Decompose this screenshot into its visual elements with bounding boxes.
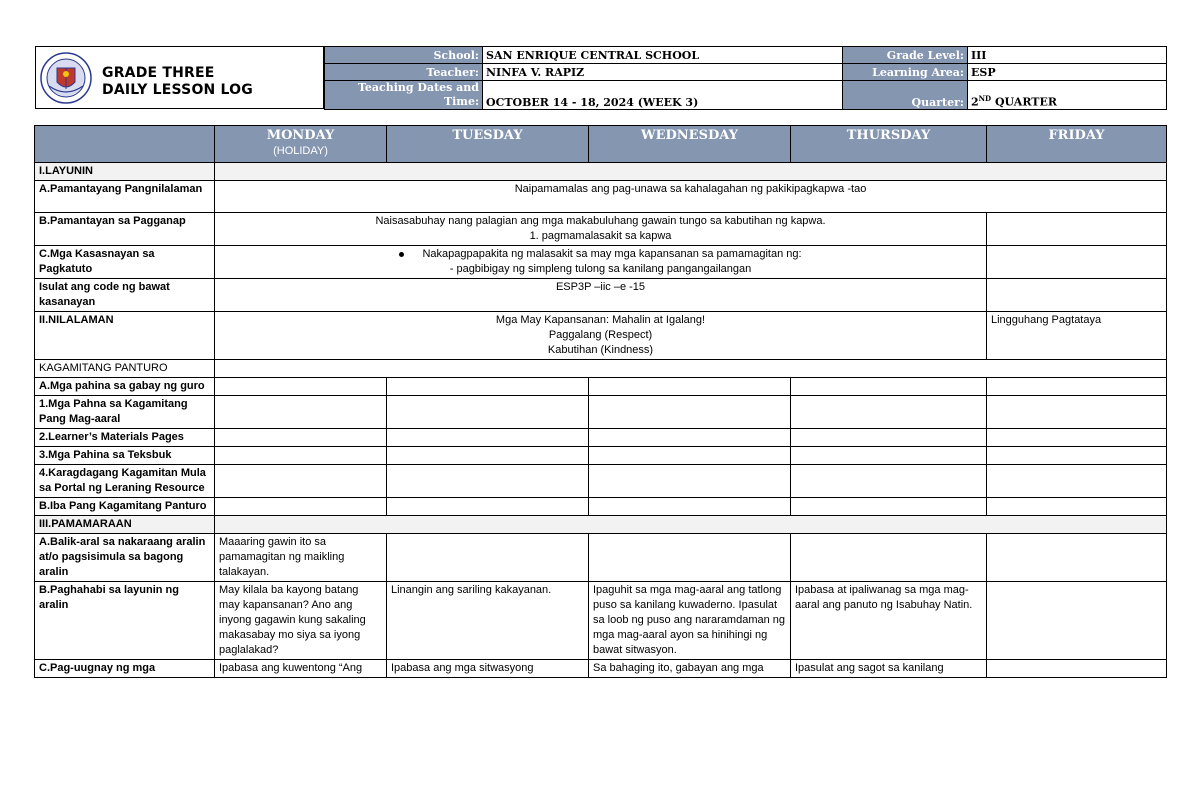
empty-cell <box>987 534 1167 582</box>
bullet-icon <box>399 252 404 257</box>
table-row <box>35 312 1167 360</box>
table-row <box>35 429 1167 447</box>
empty-cell <box>589 498 791 516</box>
row-label-teksbuk: 3.Mga Pahina sa Teksbuk <box>35 447 215 465</box>
section-row-kagamitan <box>35 360 1167 378</box>
empty-cell <box>589 465 791 498</box>
empty-cell <box>387 429 589 447</box>
pamantayang-pangnilalaman-value: Naipamamalas ang pag-unawa sa kahalagahan ng pakikipagkapwa -tao <box>215 181 1167 213</box>
paghahabi-monday: May kilala ba kayong batang may kapansanan? Ano ang inyong gagawin kung sakaling makasabay mo siya sa iyong paglalakad? <box>215 582 387 660</box>
section-label-layunin: I.LAYUNIN <box>35 163 215 181</box>
empty-cell <box>215 378 387 396</box>
section-fill <box>215 516 1167 534</box>
row-label-pag-uugnay: C.Pag-uugnay ng mga <box>35 660 215 678</box>
empty-cell <box>791 378 987 396</box>
monday-holiday-note: (HOLIDAY) <box>273 145 328 157</box>
deped-seal-icon <box>40 52 92 104</box>
empty-cell <box>987 429 1167 447</box>
row-label-pamantayang-pangnilalaman: A.Pamantayang Pangnilalaman <box>35 181 215 213</box>
pagganap-line2: 1. pagmamalasakit sa kapwa <box>529 230 672 242</box>
day-header-wednesday: WEDNESDAY <box>589 126 791 163</box>
day-header-thursday: THURSDAY <box>791 126 987 163</box>
table-row <box>35 246 1167 279</box>
quarter-suffix: ND <box>978 94 992 104</box>
empty-cell <box>589 429 791 447</box>
row-label-code: Isulat ang code ng bawat kasanayan <box>35 279 215 312</box>
table-row <box>35 447 1167 465</box>
learning-area-label: Learning Area: <box>843 64 968 81</box>
pamantayan-pagganap-value <box>215 213 987 246</box>
empty-cell <box>987 582 1167 660</box>
empty-cell <box>791 396 987 429</box>
row-label-nilalaman: II.NILALAMAN <box>35 312 215 360</box>
empty-cell <box>791 534 987 582</box>
grade-level-value: III <box>968 47 1167 64</box>
empty-cell <box>987 246 1167 279</box>
table-row <box>35 660 1167 678</box>
section-row-pamamaraan <box>35 516 1167 534</box>
page-title-line2: DAILY LESSON LOG <box>102 82 253 98</box>
empty-cell <box>215 447 387 465</box>
teaching-dates-label-line2: Time: <box>443 95 479 108</box>
empty-cell <box>215 498 387 516</box>
learning-area-value: ESP <box>968 64 1167 81</box>
empty-cell <box>987 396 1167 429</box>
grade-level-label: Grade Level: <box>843 47 968 64</box>
table-row <box>35 396 1167 429</box>
paghahabi-thursday: Ipabasa at ipaliwanag sa mga mag-aaral ang panuto ng Isabuhay Natin. <box>791 582 987 660</box>
teaching-dates-value: OCTOBER 14 - 18, 2024 (WEEK 3) <box>483 81 843 110</box>
nilalaman-value <box>215 312 987 360</box>
row-label-karagdagang: 4.Karagdagang Kagamitan Mula sa Portal ng Leraning Resource <box>35 465 215 498</box>
table-row <box>35 378 1167 396</box>
empty-cell <box>387 447 589 465</box>
quarter-text: QUARTER <box>991 96 1057 109</box>
day-header-row <box>35 126 1167 163</box>
pag-uugnay-tuesday: Ipabasa ang mga sitwasyong <box>387 660 589 678</box>
empty-cell <box>987 447 1167 465</box>
empty-cell <box>589 378 791 396</box>
empty-cell <box>791 498 987 516</box>
page-title-line1: GRADE THREE <box>102 65 215 81</box>
nilalaman-friday: Lingguhang Pagtataya <box>987 312 1167 360</box>
empty-cell <box>387 534 589 582</box>
kasanayan-line1-text: Nakapagpapakita ng malasakit sa may mga kapansanan sa pamamagitan ng: <box>422 248 802 260</box>
pagganap-line1: Naisasabuhay nang palagian ang mga makabuluhang gawain tungo sa kabutihan ng kapwa. <box>375 215 826 227</box>
paghahabi-tuesday: Linangin ang sariling kakayanan. <box>387 582 589 660</box>
kasanayan-line2: - pagbibigay ng simpleng tulong sa kanilang pangangailangan <box>449 263 752 275</box>
day-header-friday: FRIDAY <box>987 126 1167 163</box>
empty-cell <box>387 396 589 429</box>
section-fill <box>215 360 1167 378</box>
quarter-value <box>968 81 1167 110</box>
table-row <box>35 181 1167 213</box>
day-header-monday <box>215 126 387 163</box>
nilalaman-line3: Kabutihan (Kindness) <box>547 344 654 356</box>
monday-label: MONDAY <box>266 128 335 143</box>
table-row <box>35 279 1167 312</box>
empty-cell <box>987 660 1167 678</box>
table-row <box>35 465 1167 498</box>
empty-cell <box>987 279 1167 312</box>
balik-aral-monday: Maaaring gawin ito sa pamamagitan ng maikling talakayan. <box>215 534 387 582</box>
school-value: SAN ENRIQUE CENTRAL SCHOOL <box>483 47 843 64</box>
row-label-learners: 2.Learner’s Materials Pages <box>35 429 215 447</box>
row-label-iba: B.Iba Pang Kagamitang Panturo <box>35 498 215 516</box>
empty-cell <box>589 534 791 582</box>
empty-cell <box>387 378 589 396</box>
table-row <box>35 534 1167 582</box>
section-label-kagamitan: KAGAMITANG PANTURO <box>35 360 215 378</box>
empty-cell <box>215 429 387 447</box>
empty-cell <box>589 396 791 429</box>
empty-cell <box>987 498 1167 516</box>
empty-cell <box>987 378 1167 396</box>
pag-uugnay-wednesday: Sa bahaging ito, gabayan ang mga <box>589 660 791 678</box>
quarter-label: Quarter: <box>843 81 968 110</box>
paghahabi-wednesday: Ipaguhit sa mga mag-aaral ang tatlong puso sa kanilang kuwaderno. Ipasulat sa loob ng puso ang nararamdaman ng mga mag-aaral ayon sa hinihingi ng bawat sitwasyon. <box>589 582 791 660</box>
row-label-pamantayan-pagganap: B.Pamantayan sa Pagganap <box>35 213 215 246</box>
header-title-block <box>35 46 324 109</box>
empty-cell <box>791 429 987 447</box>
empty-cell <box>987 213 1167 246</box>
empty-cell <box>791 447 987 465</box>
row-label-kasanayan: C.Mga Kasasnayan sa Pagkatuto <box>35 246 215 279</box>
kasanayan-value <box>215 246 987 279</box>
section-fill <box>215 163 1167 181</box>
lesson-log-table <box>34 125 1167 678</box>
nilalaman-line2: Paggalang (Respect) <box>548 329 653 341</box>
nilalaman-line1: Mga May Kapansanan: Mahalin at Igalang! <box>495 314 706 326</box>
header-info-table <box>324 46 1167 110</box>
day-header-tuesday: TUESDAY <box>387 126 589 163</box>
empty-cell <box>387 465 589 498</box>
quarter-number: 2 <box>971 96 979 109</box>
pag-uugnay-monday: Ipabasa ang kuwentong “Ang <box>215 660 387 678</box>
teacher-value: NINFA V. RAPIZ <box>483 64 843 81</box>
row-label-kagamitang: 1.Mga Pahna sa Kagamitang Pang Mag-aaral <box>35 396 215 429</box>
row-label-balik-aral: A.Balik-aral sa nakaraang aralin at/o pagsisimula sa bagong aralin <box>35 534 215 582</box>
table-row <box>35 498 1167 516</box>
row-label-paghahabi: B.Paghahabi sa layunin ng aralin <box>35 582 215 660</box>
empty-cell <box>791 465 987 498</box>
row-label-gabay: A.Mga pahina sa gabay ng guro <box>35 378 215 396</box>
table-row <box>35 582 1167 660</box>
empty-cell <box>387 498 589 516</box>
empty-cell <box>215 465 387 498</box>
empty-cell <box>589 447 791 465</box>
empty-cell <box>987 465 1167 498</box>
section-row-layunin <box>35 163 1167 181</box>
table-row <box>35 213 1167 246</box>
code-value: ESP3P –iic –e -15 <box>215 279 987 312</box>
empty-cell <box>215 396 387 429</box>
corner-cell <box>35 126 215 163</box>
pag-uugnay-thursday: Ipasulat ang sagot sa kanilang <box>791 660 987 678</box>
school-label: School: <box>325 47 483 64</box>
kasanayan-line1 <box>219 247 982 262</box>
teaching-dates-label <box>325 81 483 110</box>
teaching-dates-label-line1: Teaching Dates and <box>357 81 479 94</box>
section-label-pamamaraan: III.PAMAMARAAN <box>35 516 215 534</box>
teacher-label: Teacher: <box>325 64 483 81</box>
